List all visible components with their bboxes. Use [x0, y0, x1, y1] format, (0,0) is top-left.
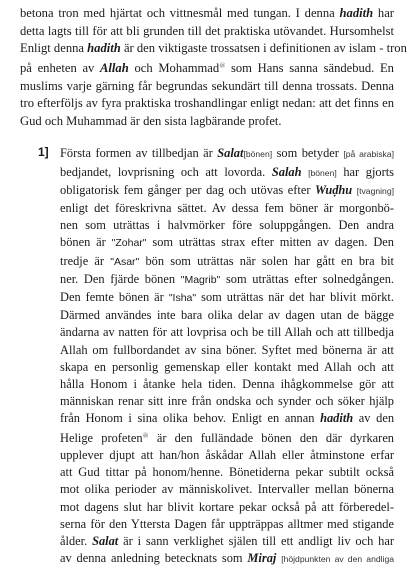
text-line: skapa en personlig gemenskap eller kontakt med Allah och att: [60, 359, 394, 374]
text-line: tro efterföljs av fyra praktiska troshandlingar enligt nedan: att det finns en: [20, 96, 394, 111]
text-line: betona tron med hjärtat och vittnesmål med tungan. I denna hadith har: [20, 6, 394, 20]
hadith-term: hadith: [339, 6, 374, 20]
numbered-list: [20, 145, 394, 568]
text-line: detta lagts till för att bli grunden till det praktiska utövandet. Hursomhelst: [20, 23, 394, 38]
text-line: mot dagens slut har blivit kortare pekar också på att förberedel-: [60, 499, 394, 514]
text-line: obligatorisk fem gånger per dag och utövas efter Wuḍhu [tvagning]: [60, 182, 394, 197]
text-line: Den femte bönen är "Isha" som uträttas när det har blivit mörkt.: [60, 289, 394, 304]
text-line: Allah om fullbordandet av sina böner. Syftet med bönerna är att: [60, 342, 394, 357]
text-line: upplever djupt att han/hon åskådar Allah eller åtminstone erfar: [60, 447, 394, 462]
text-line: på enheten av Allah och Mohammad$^ﷺ$ som Hans sanna sändebud. En: [20, 60, 394, 75]
text-line: nen som uträttas i halvmörker före soluppgången. Den andra: [60, 218, 394, 233]
salawat-symbol: ﷺ: [219, 62, 226, 69]
text-line: att Gud tittar på honom/henne. Bönetiderna pekar subtilt också: [60, 465, 394, 480]
text-line: av denna anledning betecknats som Miraj [höjdpunkten av den andliga: [60, 551, 394, 566]
text-line: ner. Den fjärde bönen "Magrib" som uträttas efter solnedgången.: [60, 271, 394, 286]
text-line: ålder. Salat är i sann verklighet själen till ett andligt liv och har: [60, 533, 394, 548]
text-line: hålla Honom i åtanke hela tiden. Denna ihågkommelse gör att: [60, 376, 394, 391]
text-line: människan renar sitt inre från ondska och synder och söker hjälp: [60, 394, 394, 409]
allah-term: Allah: [100, 60, 129, 75]
text-line: Gud och Muhammad är den sista lagbärande profet.: [20, 113, 282, 128]
text-line: Därmed användes inte bara olika delar av dagen utan de bägge: [60, 308, 394, 323]
text-line: bönen är "Zohar" som uträttas strax efter mitten av dagen. Den: [60, 235, 394, 250]
salawat-symbol: ﷺ: [142, 432, 149, 439]
intro-paragraph: [20, 5, 407, 130]
list-number: 1]: [38, 145, 49, 160]
text-line: tredje är "Asar" bön som uträttas när solen har gått en bra bit: [60, 253, 394, 268]
text-line: serna för den Yttersta Dagen får uppträppas alltmer med stigande: [60, 516, 394, 531]
text-line: enligt det föreskrivna sättet. Av dessa fem böner är morgonbö-: [60, 200, 394, 215]
text-line: Första formen av tillbedjan är Salat[bönen] som betyder [på arabiska]: [60, 146, 394, 161]
text-line: Helige profeten$^ﷺ$ är den fulländade bönen den där dyrkaren: [60, 430, 395, 445]
hadith-term: hadith: [87, 41, 121, 56]
text-line: mot olika perioder av människolivet. Intervaller mellan bönerna: [60, 482, 394, 497]
text-line: bedjandet, lovprisning och att lovorda. Salah [bönen] har gjorts: [60, 164, 394, 179]
list-item-text: [60, 145, 394, 568]
text-line: från Honom i sina olika behov. Enligt en annan hadith av den: [60, 411, 395, 426]
text-line: ändarna av natten för att lovprisa och be till Allah och att tillbedja: [60, 325, 394, 340]
text-line: Enligt denna hadith är den viktigaste trossatsen i definitionen av islam - tron: [20, 41, 407, 56]
text-line: muslims varje gärning får begrundas sekundärt till denna trossats. Denna: [20, 78, 394, 93]
